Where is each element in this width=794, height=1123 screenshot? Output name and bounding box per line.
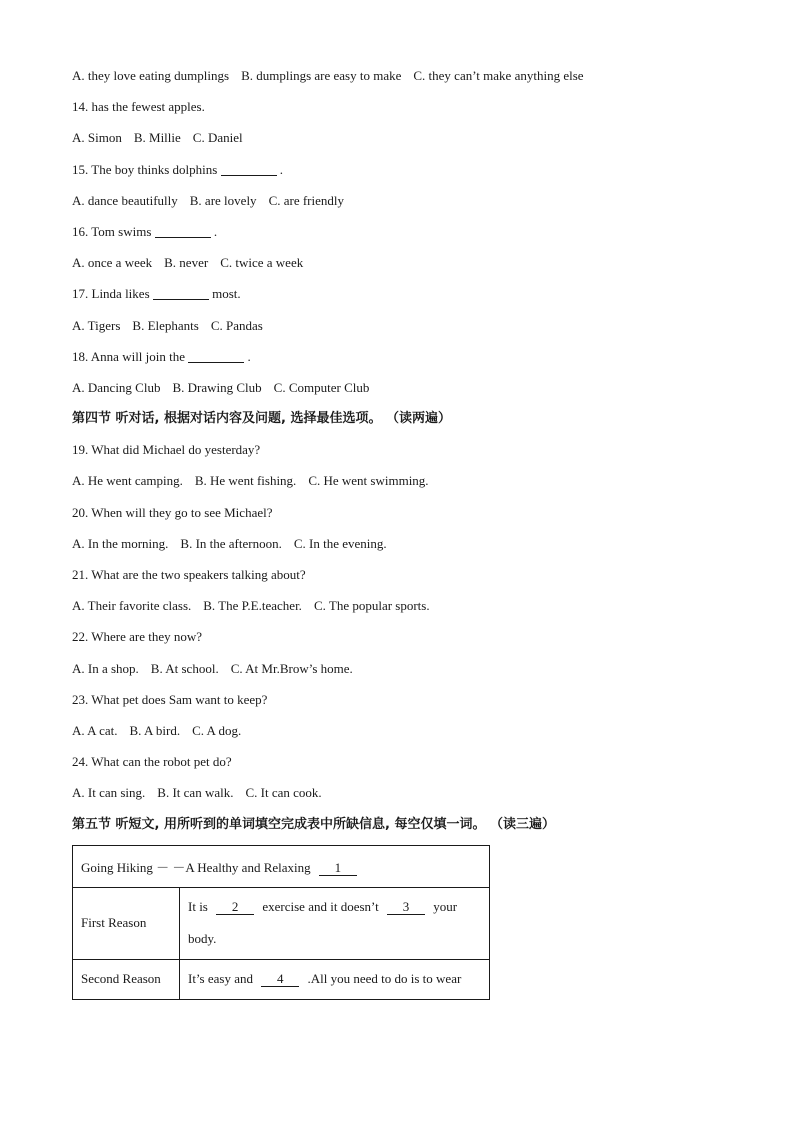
table-row-second-reason [73,959,490,999]
answer-option[interactable]: C. At Mr.Brow’s home. [230,660,353,676]
answer-options [72,590,732,621]
answer-option[interactable]: C. He went swimming. [308,473,429,489]
question-text-end: . [213,223,218,239]
answer-option[interactable]: A. they love eating dumplings [72,68,230,83]
answer-option[interactable]: B. dumplings are easy to make [241,68,402,83]
answer-option[interactable]: C. Pandas [210,317,263,333]
question-stem: 24. What can the robot pet do? [72,754,232,770]
answer-option[interactable]: C. In the evening. [293,535,387,551]
answer-option[interactable]: C. Computer Club [273,379,370,395]
answer-blank[interactable] [155,224,211,238]
question-list [72,60,732,840]
question-text: 18. Anna will join the [72,348,186,364]
answer-option[interactable]: C. they can’t make anything else [413,68,584,83]
first-reason-text-b: exercise and it doesn’t [262,899,379,915]
answer-option[interactable]: A. Dancing Club [72,379,161,395]
answer-options [72,465,732,496]
answer-option[interactable]: A. A cat. [72,722,118,738]
question-stem: 21. What are the two speakers talking about? [72,567,306,582]
second-reason-label: Second Reason [73,959,180,999]
blank-4[interactable]: 4 [261,971,299,987]
answer-options [72,653,732,684]
first-reason-text-a: It is [188,899,208,915]
answer-options [72,372,732,403]
question-stem: 23. What pet does Sam want to keep? [72,691,268,707]
first-reason-label: First Reason [73,887,180,959]
answer-blank[interactable] [153,286,209,300]
answer-option[interactable]: A. Their favorite class. [72,598,192,614]
section-heading: 第四节 听对话, 根据对话内容及问题, 选择最佳选项。 （读两遍） [72,411,451,427]
question-stem: 14. has the fewest apples. [72,99,205,115]
answer-option[interactable]: C. Daniel [192,130,243,146]
answer-option[interactable]: C. It can cook. [245,785,322,801]
answer-option[interactable]: A. It can sing. [72,785,146,801]
answer-option[interactable]: B. are lovely [189,192,257,208]
answer-option[interactable]: A. Tigers [72,317,121,333]
answer-options [72,777,732,808]
answer-option[interactable]: A. dance beautifully [72,192,178,208]
answer-option[interactable]: B. Elephants [132,317,199,333]
answer-option[interactable]: C. The popular sports. [313,598,430,614]
answer-option[interactable]: B. In the afternoon. [180,535,282,551]
question-stem: 22. Where are they now? [72,629,203,645]
answer-blank[interactable] [188,349,244,363]
blank-3[interactable]: 3 [387,899,425,915]
question-text: 16. Tom swims [72,223,152,239]
section-heading: 第五节 听短文, 用所听到的单词填空完成表中所缺信息, 每空仅填一词。 （读三遍） [72,816,555,832]
answer-option[interactable]: B. never [164,255,209,271]
answer-option[interactable]: A. Simon [72,130,122,146]
answer-option[interactable]: A. In a shop. [72,660,139,676]
question-stem [72,154,732,185]
answer-option[interactable]: B. At school. [150,660,219,676]
second-reason-content [180,959,490,999]
first-reason-text-d: body. [188,931,217,947]
answer-options [72,122,732,153]
question-stem [72,216,732,247]
answer-option[interactable]: B. A bird. [129,722,181,738]
answer-options [72,185,732,216]
answer-option[interactable]: C. twice a week [220,255,304,271]
blank-1[interactable]: 1 [319,860,357,876]
fill-in-table [72,845,490,1000]
answer-option[interactable]: A. He went camping. [72,473,183,489]
question-text-end: most. [212,286,241,302]
answer-options [72,528,732,559]
question-text-end: . [279,161,284,177]
first-reason-text-c: your [433,899,458,915]
question-stem [72,341,732,372]
answer-options [72,247,732,278]
table-row-first-reason [73,887,490,959]
answer-options [72,310,732,341]
first-reason-content [180,887,490,959]
answer-option[interactable]: C. are friendly [268,192,345,208]
document-page [72,60,732,1000]
table-title-row [73,845,490,887]
table-title-cell [73,845,490,887]
answer-option[interactable]: B. The P.E.teacher. [203,598,302,614]
answer-blank[interactable] [221,162,277,176]
answer-option[interactable]: A. once a week [72,255,153,271]
question-stem: 19. What did Michael do yesterday? [72,442,261,458]
table-title: Going Hiking － －A Healthy and Relaxing [81,859,311,875]
second-reason-text-b: .All you need to do is to wear [307,971,462,987]
question-text: 17. Linda likes [72,286,150,302]
answer-option[interactable]: A. In the morning. [72,535,169,551]
answer-option[interactable]: B. Millie [133,130,181,146]
question-stem [72,278,732,309]
second-reason-text-a: It’s easy and [188,971,253,987]
answer-option[interactable]: B. Drawing Club [172,379,262,395]
answer-options [72,715,732,746]
question-stem: 20. When will they go to see Michael? [72,504,273,520]
answer-option[interactable]: C. A dog. [192,722,242,738]
question-text-end: . [247,348,251,364]
question-text: 15. The boy thinks dolphins [72,161,218,177]
blank-2[interactable]: 2 [216,899,254,915]
answer-options [72,60,732,91]
answer-option[interactable]: B. It can walk. [157,785,234,801]
answer-option[interactable]: B. He went fishing. [194,473,297,489]
